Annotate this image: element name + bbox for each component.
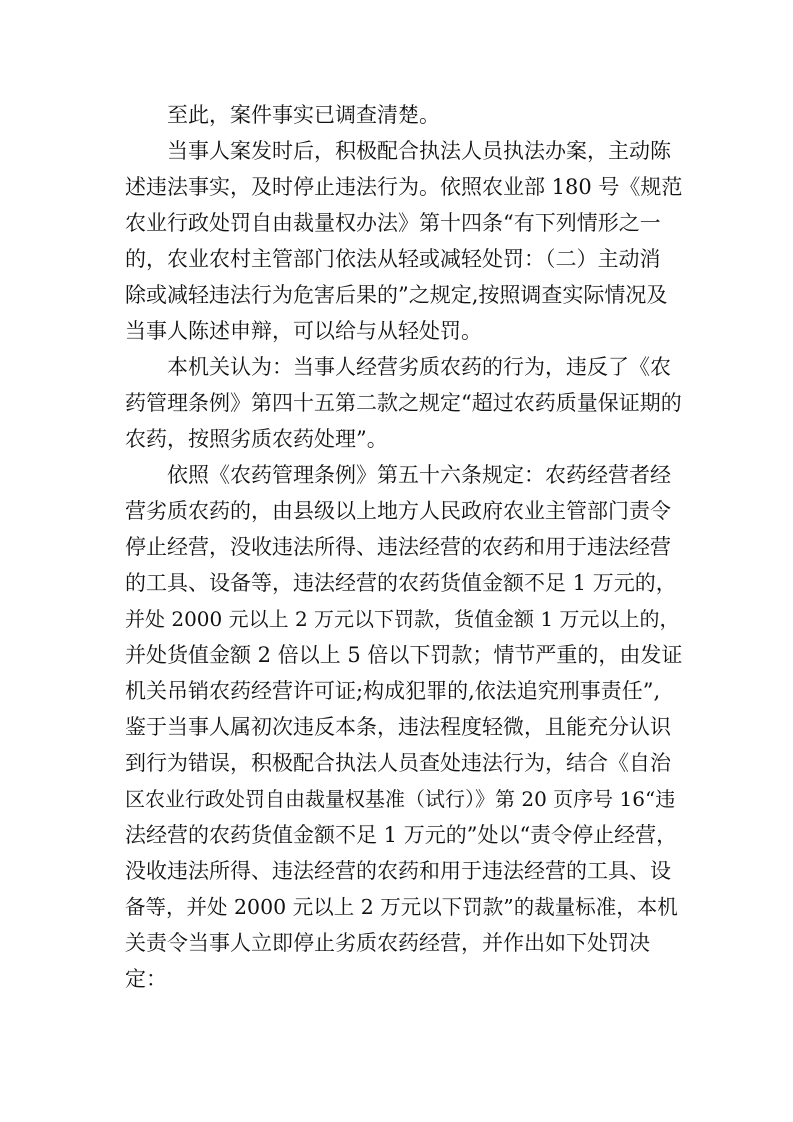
text-line: 的，农业农村主管部门依法从轻或减轻处罚：（二）主动消 — [125, 247, 661, 271]
text-line: 农业行政处罚自由裁量权办法》第十四条“有下列情形之一 — [125, 211, 661, 235]
text-line: 机关吊销农药经营许可证;构成犯罪的,依法追究刑事责任”, — [125, 679, 661, 703]
text-line: 至此，案件事实已调查清楚。 — [125, 103, 440, 127]
text-line: 并处 2000 元以上 2 万元以下罚款，货值金额 1 万元以上的， — [125, 607, 680, 631]
text-line: 的工具、设备等，违法经营的农药货值金额不足 1 万元的， — [125, 571, 677, 595]
text-line: 营劣质农药的，由县级以上地方人民政府农业主管部门责令 — [125, 499, 671, 523]
text-line: 停止经营，没收违法所得、违法经营的农药和用于违法经营 — [125, 535, 671, 559]
text-line: 当事人陈述申辩，可以给与从轻处罚。 — [125, 319, 482, 343]
text-line: 当事人案发时后，积极配合执法人员执法办案，主动陈 — [125, 139, 671, 163]
text-line: 药管理条例》第四十五第二款之规定“超过农药质量保证期的 — [125, 391, 682, 415]
text-line: 除或减轻违法行为危害后果的”之规定,按照调查实际情况及 — [125, 283, 668, 307]
text-line: 依照《农药管理条例》第五十六条规定：农药经营者经 — [125, 463, 671, 487]
text-line: 并处货值金额 2 倍以上 5 倍以下罚款；情节严重的，由发证 — [125, 643, 683, 667]
text-line: 区农业行政处罚自由裁量权基准（试行）》第 20 页序号 16“违 — [125, 787, 676, 811]
text-line: 述违法事实，及时停止违法行为。依照农业部 180 号《规范 — [125, 175, 683, 199]
text-line: 定： — [125, 967, 167, 991]
text-line: 没收违法所得、违法经营的农药和用于违法经营的工具、设 — [125, 859, 671, 883]
text-line: 本机关认为：当事人经营劣质农药的行为，违反了《农 — [125, 355, 671, 379]
text-line: 到行为错误，积极配合执法人员查处违法行为，结合《自治 — [125, 751, 671, 775]
text-line: 鉴于当事人属初次违反本条，违法程度轻微，且能充分认识 — [125, 715, 671, 739]
text-line: 法经营的农药货值金额不足 1 万元的”处以“责令停止经营， — [125, 823, 678, 847]
text-line: 农药，按照劣质农药处理”。 — [125, 427, 388, 451]
text-line: 备等，并处 2000 元以上 2 万元以下罚款”的裁量标准，本机 — [125, 895, 678, 919]
text-line: 关责令当事人立即停止劣质农药经营，并作出如下处罚决 — [125, 931, 650, 955]
